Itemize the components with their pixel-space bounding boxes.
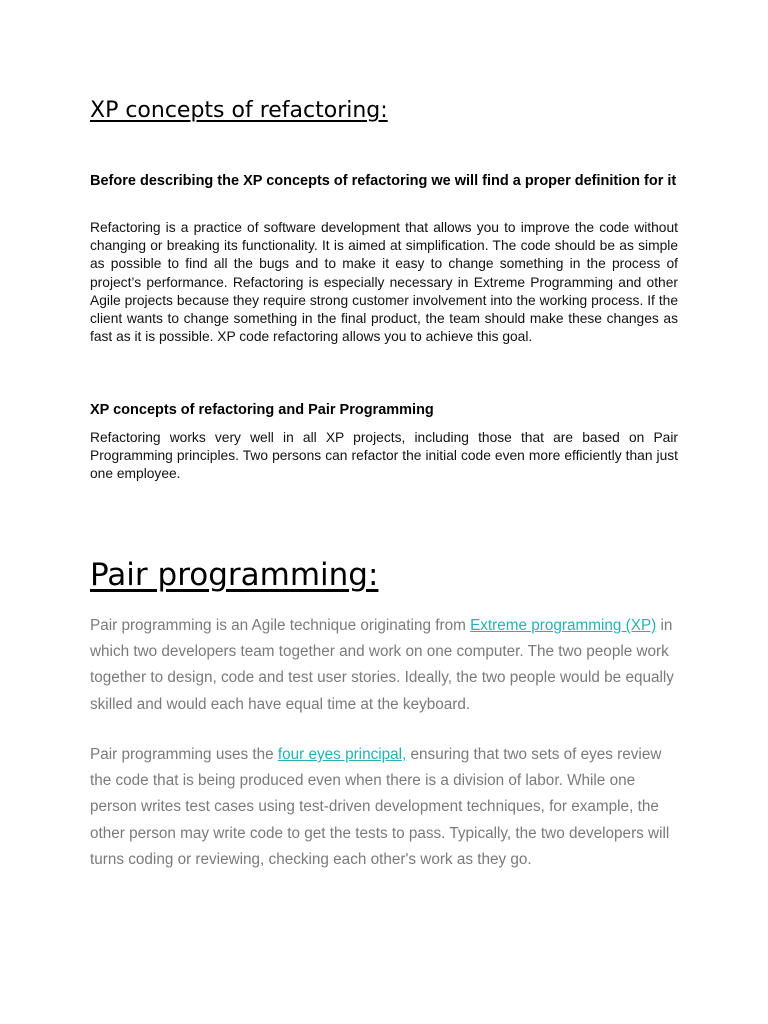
subheading-pair-programming: XP concepts of refactoring and Pair Programming — [90, 402, 434, 418]
paragraph-refactoring-definition: Refactoring is a practice of software development that allows you to improve the code without changing or breaking its functionality. It is aimed at simplification. The code should be as simple as possible to find all the bugs and to make it easy to change something in the process of project’s performance. Refactoring is especially necessary in Extreme Programming and other Agile projects because they require strong customer involvement into the working process. If the client wants to change something in the final product, the team should make these changes as fast as it is possible. XP code refactoring allows you to achieve this goal. — [90, 220, 678, 345]
link-extreme-programming[interactable]: Extreme programming (XP) — [470, 617, 657, 634]
subheading-definition: Before describing the XP concepts of refactoring we will find a proper definition for it — [90, 173, 677, 189]
section-title-pair-programming: Pair programming: — [90, 557, 379, 593]
section-title-xp-refactoring: XP concepts of refactoring: — [90, 98, 388, 123]
paragraph-text: Pair programming is an Agile technique originating from — [90, 617, 471, 634]
paragraph-text: Pair programming uses the — [90, 746, 278, 763]
link-four-eyes-principal[interactable]: four eyes principal, — [277, 746, 407, 763]
paragraph-four-eyes — [90, 742, 680, 873]
paragraph-refactoring-pair: Refactoring works very well in all XP projects, including those that are based on Pair Programming principles. Two persons can refactor the initial code even more efficiently than just one employee. — [90, 430, 678, 482]
paragraph-text: in which two developers team together and work on one computer. The two people work together to design, code and test user stories. Ideally, the two people would be equally skilled and would each have equal time at the keyboard. — [90, 617, 674, 713]
paragraph-pair-programming-intro — [90, 613, 680, 718]
paragraph-text: ensuring that two sets of eyes review the code that is being produced even when there is a division of labor. While one person writes test cases using test-driven development techniques, for example, the other person may write code to get the tests to pass. Typically, the two developers will turns coding or reviewing, checking each other's work as they go. — [90, 746, 670, 868]
